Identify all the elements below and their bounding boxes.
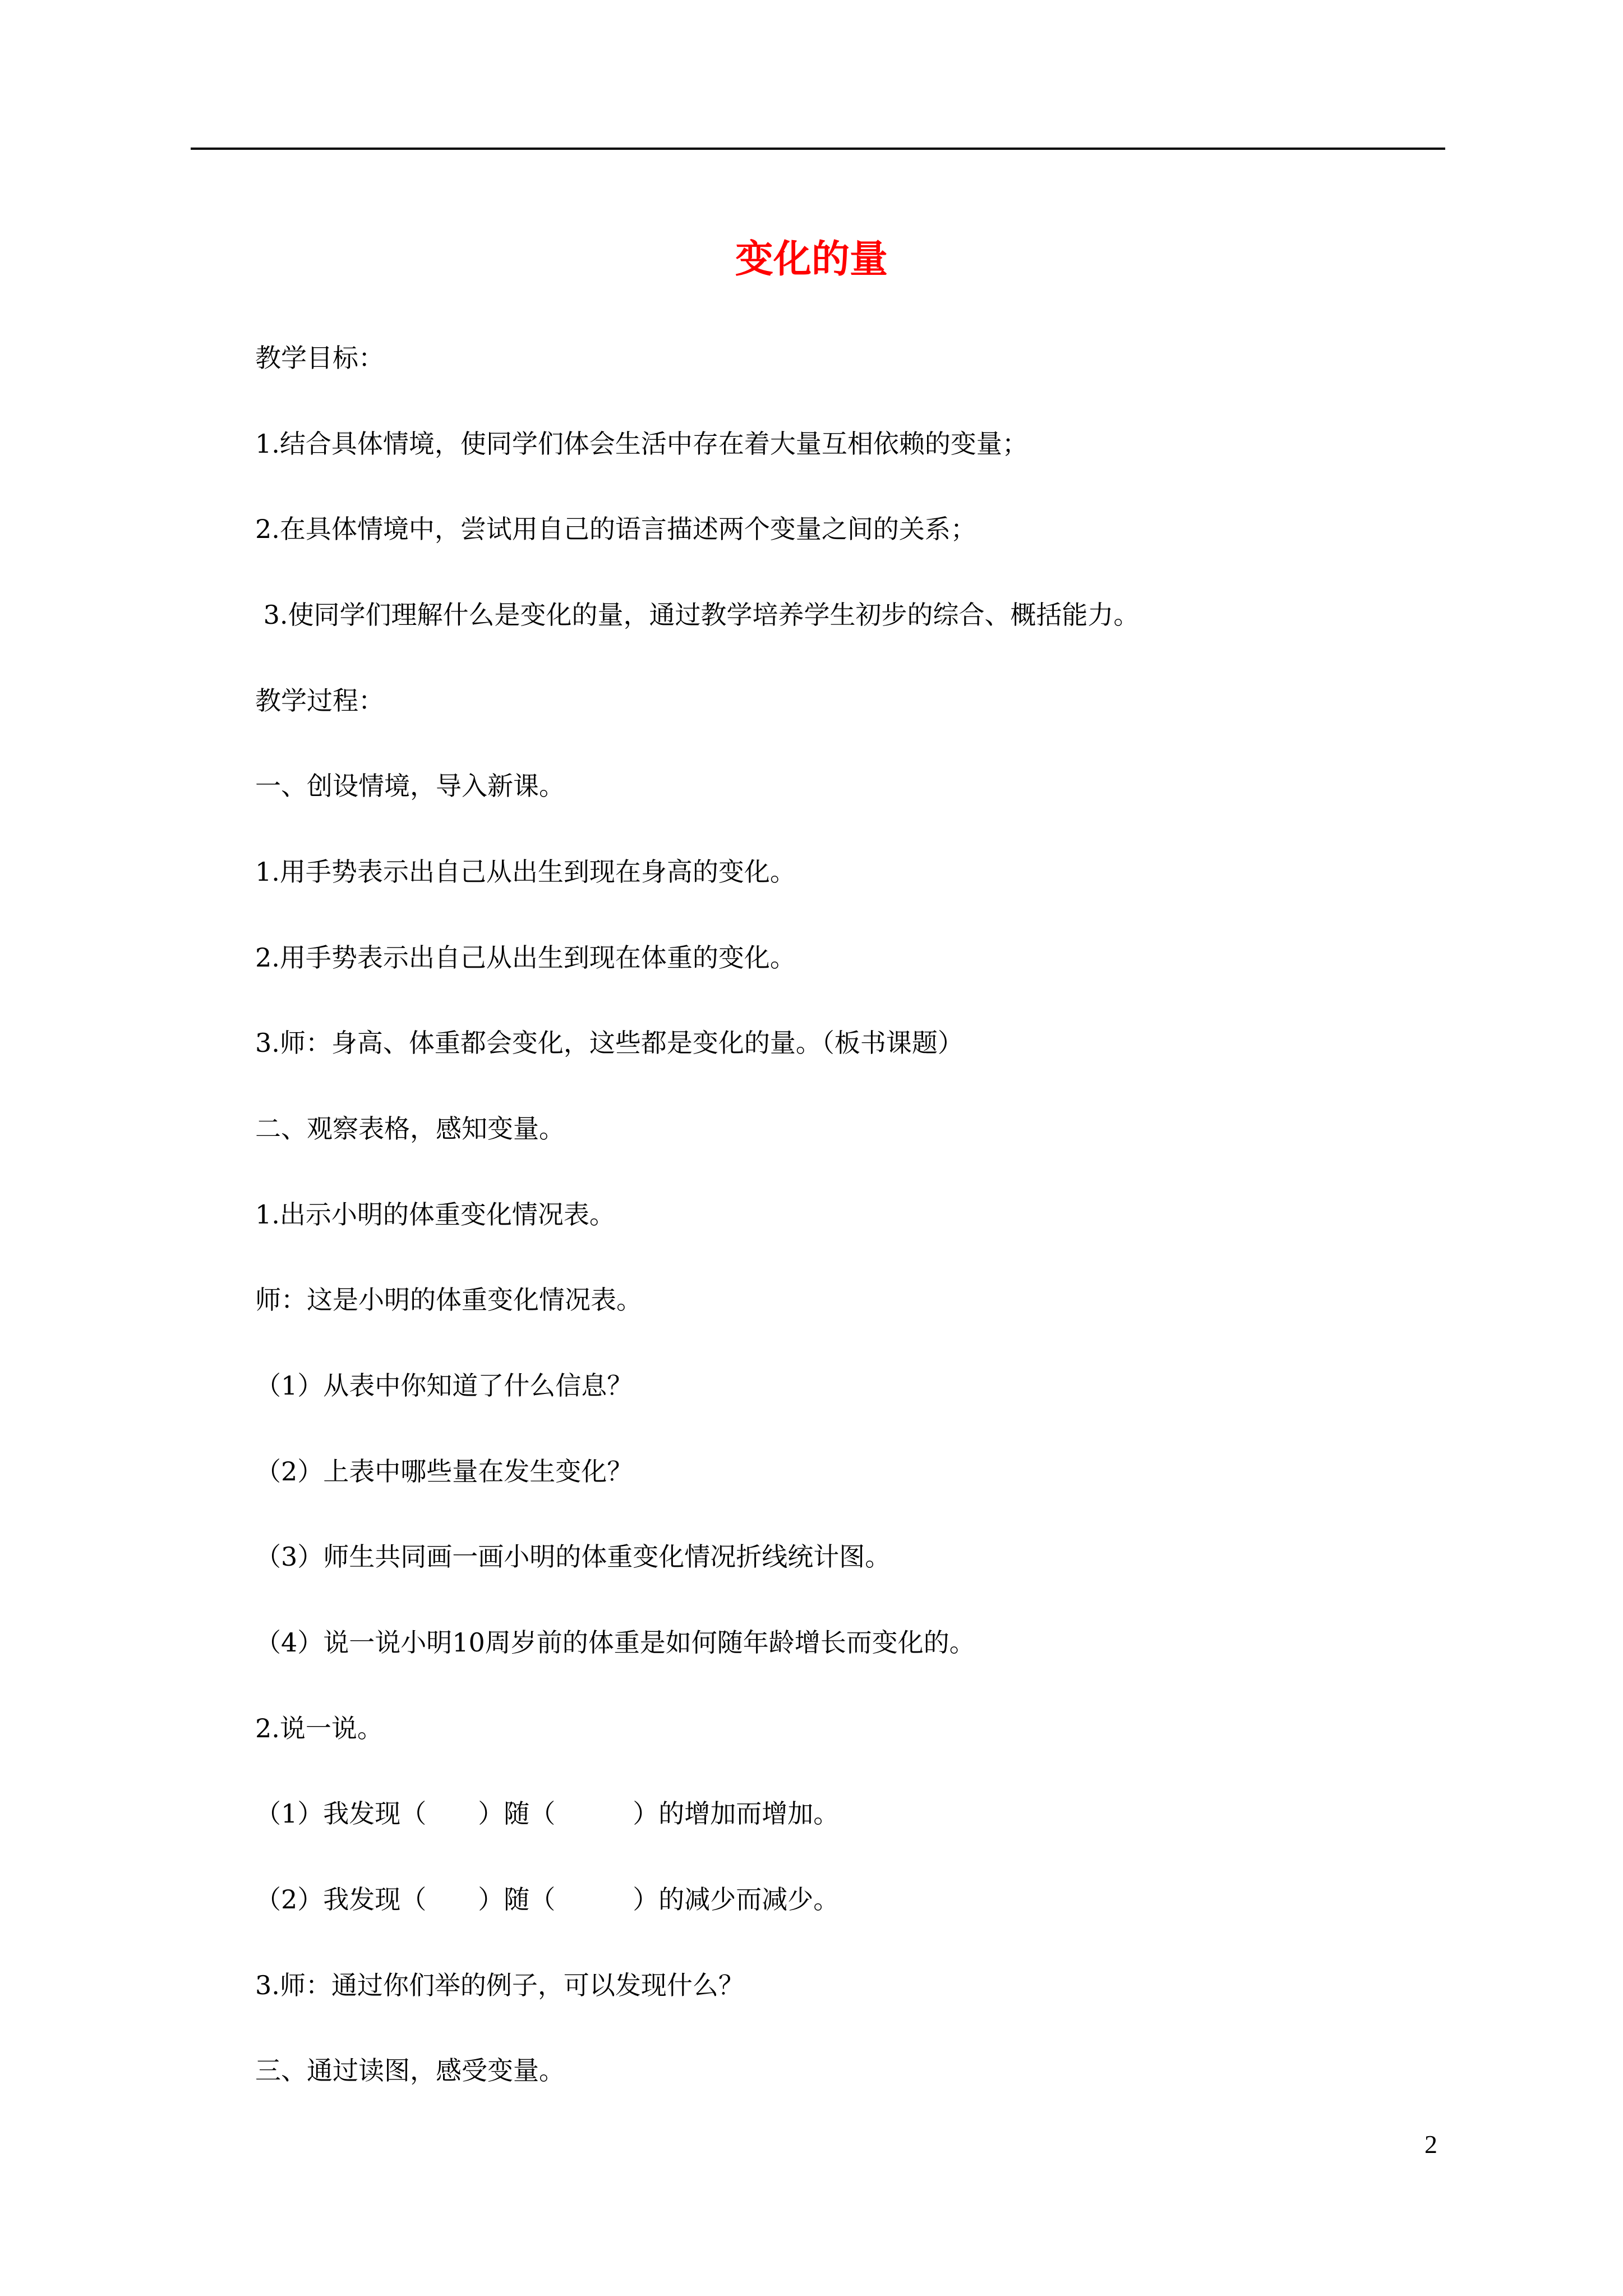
question-item: （3）师生共同画一画小明的体重变化情况折线统计图。 (255, 1542, 891, 1572)
objective-item-2: 2.在具体情境中，尝试用自己的语言描述两个变量之间的关系； (255, 514, 976, 544)
header-rule (191, 148, 1445, 150)
fill-in-item: （2）我发现（ ）随（ ）的减少而减少。 (255, 1884, 840, 1915)
process-item: 2.说一说。 (255, 1713, 383, 1743)
objective-item-3: 3.使同学们理解什么是变化的量，通过教学培养学生初步的综合、概括能力。 (255, 600, 1140, 630)
page-number: 2 (1424, 2130, 1437, 2159)
question-item: （2）上表中哪些量在发生变化？ (255, 1456, 633, 1487)
process-section-3-heading: 三、通过读图，感受变量。 (255, 2055, 565, 2086)
document-title: 变化的量 (735, 237, 888, 282)
question-item: （1）从表中你知道了什么信息？ (255, 1370, 633, 1401)
section-heading-objectives: 教学目标： (255, 343, 384, 373)
question-item: （4）说一说小明10周岁前的体重是如何随年龄增长而变化的。 (255, 1627, 975, 1658)
process-item: 1.出示小明的体重变化情况表。 (255, 1199, 615, 1230)
section-heading-process: 教学过程： (255, 685, 384, 716)
process-item: 2.用手势表示出自己从出生到现在体重的变化。 (255, 942, 796, 973)
process-section-2-heading: 二、观察表格，感知变量。 (255, 1114, 565, 1144)
teacher-line: 师：这是小明的体重变化情况表。 (255, 1285, 642, 1315)
process-section-1-heading: 一、创设情境，导入新课。 (255, 771, 565, 801)
fill-in-item: （1）我发现（ ）随（ ）的增加而增加。 (255, 1798, 840, 1829)
process-item: 3.师：身高、体重都会变化，这些都是变化的量。（板书课题） (255, 1028, 963, 1058)
process-item: 1.用手势表示出自己从出生到现在身高的变化。 (255, 857, 796, 887)
objective-item-1: 1.结合具体情境，使同学们体会生活中存在着大量互相依赖的变量； (255, 429, 1028, 459)
teacher-line: 3.师：通过你们举的例子，可以发现什么？ (255, 1970, 744, 2000)
